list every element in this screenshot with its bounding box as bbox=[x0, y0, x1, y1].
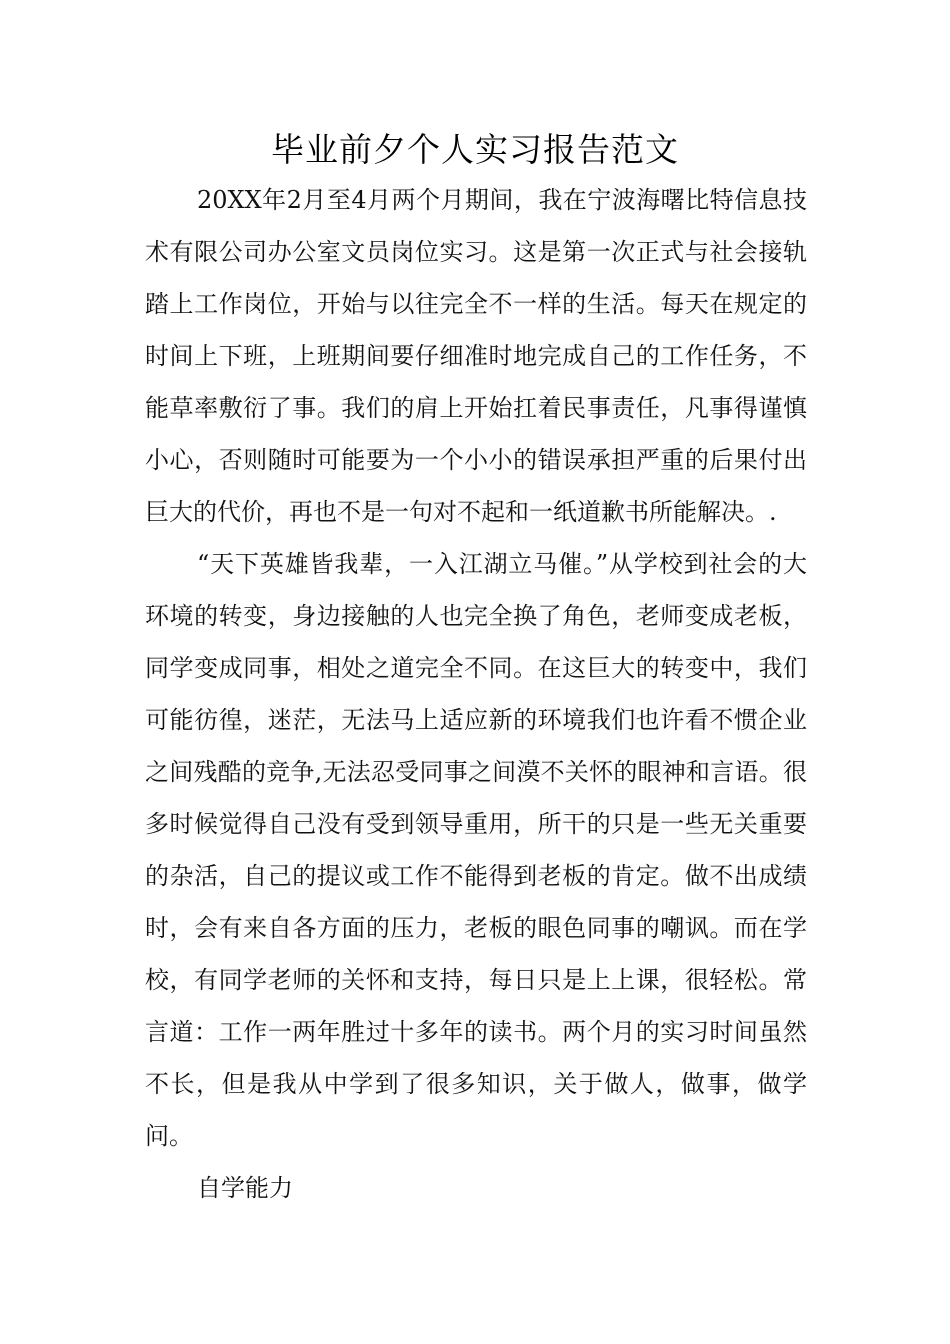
paragraph-2: “天下英雄皆我辈，一入江湖立马催。”从学校到社会的大环境的转变，身边接触的人也完全换了角色，老师变成老板，同学变成同事，相处之道完全不同。在这巨大的转变中，我们可能彷徨，迷茫，无法马上适应新的环境我们也许看不惯企业之间残酷的竞争,无法忍受同事之间漠不关怀的眼神和言语。很多时候觉得自己没有受到领导重用，所干的只是一些无关重要的杂活，自己的提议或工作不能得到老板的肯定。做不出成绩时，会有来自各方面的压力，老板的眼色同事的嘲讽。而在学校，有同学老师的关怀和支持，每日只是上上课，很轻松。常言道：工作一两年胜过十多年的读书。两个月的实习时间虽然不长，但是我从中学到了很多知识，关于做人，做事，做学问。 bbox=[145, 550, 807, 1150]
paragraph-1: 20XX年2月至4月两个月期间，我在宁波海曙比特信息技术有限公司办公室文员岗位实习。这是第一次正式与社会接轨踏上工作岗位，开始与以往完全不一样的生活。每天在规定的时间上下班，上班期间要仔细准时地完成自己的工作任务，不能草率敷衍了事。我们的肩上开始扛着民事责任，凡事得谨慎小心，否则随时可能要为一个小小的错误承担严重的后果付出巨大的代价，再也不是一句对不起和一纸道歉书所能解决。. bbox=[145, 186, 807, 526]
document-body bbox=[145, 174, 807, 1214]
document-title: 毕业前夕个人实习报告范文 bbox=[271, 130, 679, 169]
section-heading: 自学能力 bbox=[197, 1174, 293, 1202]
